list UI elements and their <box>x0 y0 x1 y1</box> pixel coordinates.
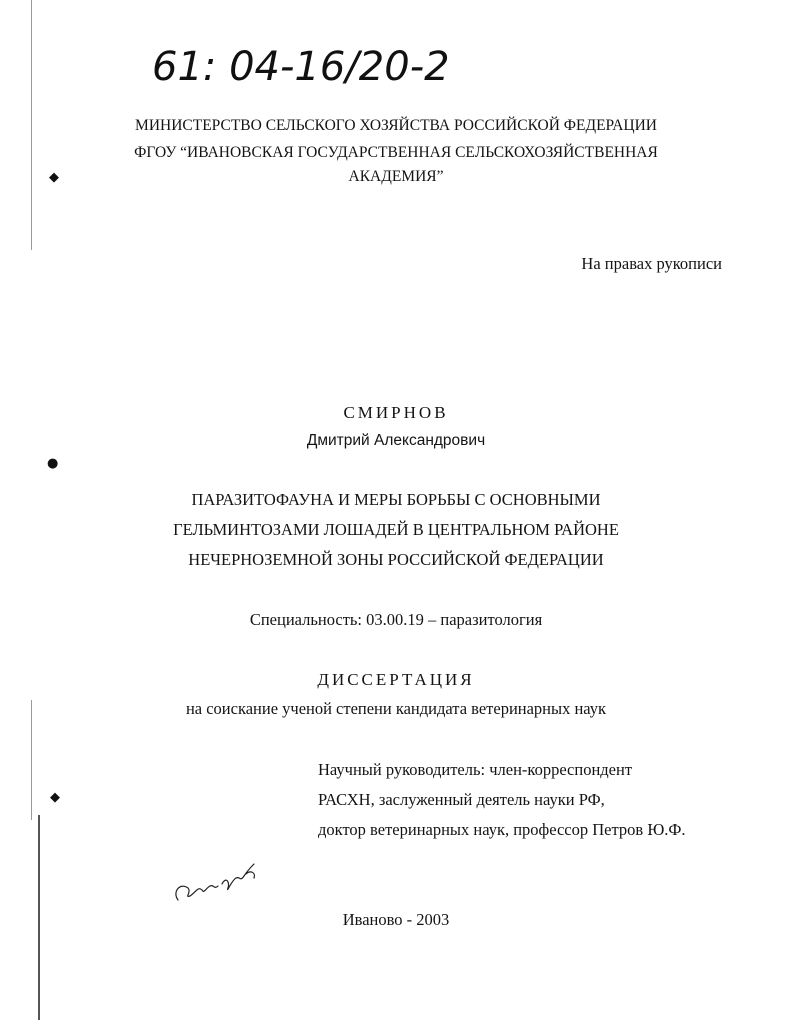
dissertation-title-line1: ПАРАЗИТОФАУНА И МЕРЫ БОРЬБЫ С ОСНОВНЫМИ <box>191 490 601 509</box>
supervisor-line1: Научный руководитель: член-корреспондент <box>318 760 633 779</box>
supervisor-line2: РАСХН, заслуженный деятель науки РФ, <box>318 790 605 809</box>
handwritten-archive-code <box>150 34 450 96</box>
binder-hole-mark: ◆ <box>50 790 60 805</box>
institution-name-line1: ФГОУ “ИВАНОВСКАЯ ГОСУДАРСТВЕННАЯ СЕЛЬСКОХОЗЯЙСТВЕННАЯ <box>134 144 658 161</box>
handwritten-archive-code-drawing <box>150 34 450 96</box>
binder-hole-mark: ● <box>47 456 59 471</box>
institution-name-line2: АКАДЕМИЯ” <box>348 168 444 185</box>
scan-edge-line <box>31 700 32 820</box>
binder-hole-mark: ◆ <box>49 170 59 185</box>
handwritten-signature <box>170 852 270 912</box>
degree-description: на соискание ученой степени кандидата ветеринарных наук <box>185 699 607 718</box>
manuscript-rights-note: На правах рукописи <box>581 254 722 273</box>
dissertation-title-line2: ГЕЛЬМИНТОЗАМИ ЛОШАДЕЙ В ЦЕНТРАЛЬНОМ РАЙОНЕ <box>173 520 619 539</box>
signature-drawing <box>170 852 270 912</box>
supervisor-line3: доктор ветеринарных наук, профессор Петров Ю.Ф. <box>318 820 686 839</box>
place-and-year: Иваново - 2003 <box>342 910 450 929</box>
handwritten-archive-code-text: 61: 04-16/20-2 <box>152 44 450 90</box>
ministry-name: МИНИСТЕРСТВО СЕЛЬСКОГО ХОЗЯЙСТВА РОССИЙСКОЙ ФЕДЕРАЦИИ <box>135 117 657 134</box>
author-surname: СМИРНОВ <box>343 403 449 422</box>
author-given-names: Дмитрий Александрович <box>306 432 486 449</box>
signature-stroke <box>176 864 254 900</box>
work-type: ДИССЕРТАЦИЯ <box>317 670 475 689</box>
specialty: Специальность: 03.00.19 – паразитология <box>249 610 543 629</box>
dissertation-title-line3: НЕЧЕРНОЗЕМНОЙ ЗОНЫ РОССИЙСКОЙ ФЕДЕРАЦИИ <box>188 550 604 569</box>
